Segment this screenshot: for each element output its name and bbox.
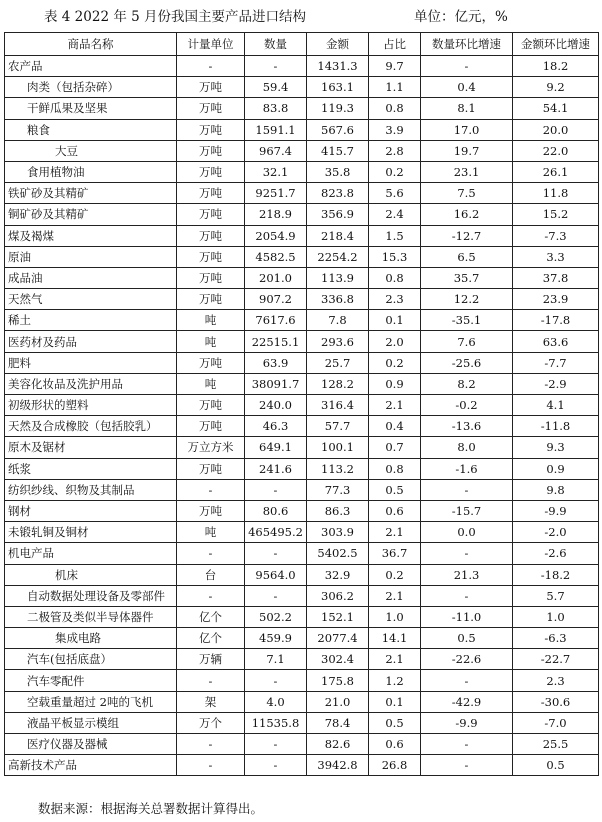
cell-unit: 吨 xyxy=(177,522,245,543)
cell-quantity: 907.2 xyxy=(245,289,307,310)
cell-quantity-growth: - xyxy=(421,585,513,606)
cell-share: 1.2 xyxy=(369,670,421,691)
cell-amount-growth: 63.6 xyxy=(513,331,599,352)
cell-amount-growth: 37.8 xyxy=(513,267,599,288)
cell-product-name: 医药材及药品 xyxy=(5,331,177,352)
cell-product-name: 铁矿砂及其精矿 xyxy=(5,183,177,204)
cell-amount: 119.3 xyxy=(307,98,369,119)
cell-amount: 128.2 xyxy=(307,373,369,394)
cell-quantity: 32.1 xyxy=(245,161,307,182)
cell-quantity-growth: - xyxy=(421,755,513,776)
header-product-name: 商品名称 xyxy=(5,33,177,56)
cell-amount: 302.4 xyxy=(307,649,369,670)
cell-unit: 吨 xyxy=(177,373,245,394)
cell-share: 5.6 xyxy=(369,183,421,204)
cell-amount-growth: 9.8 xyxy=(513,479,599,500)
cell-share: 2.1 xyxy=(369,395,421,416)
cell-amount-growth: -22.7 xyxy=(513,649,599,670)
cell-quantity: 649.1 xyxy=(245,437,307,458)
cell-share: 0.6 xyxy=(369,734,421,755)
cell-unit: 吨 xyxy=(177,310,245,331)
cell-share: 0.2 xyxy=(369,352,421,373)
cell-unit: 万吨 xyxy=(177,416,245,437)
cell-share: 1.1 xyxy=(369,77,421,98)
cell-amount-growth: -30.6 xyxy=(513,691,599,712)
cell-share: 3.9 xyxy=(369,119,421,140)
cell-unit: 万辆 xyxy=(177,649,245,670)
cell-amount: 82.6 xyxy=(307,734,369,755)
cell-quantity-growth: - xyxy=(421,734,513,755)
cell-amount-growth: -11.8 xyxy=(513,416,599,437)
cell-product-name: 肉类（包括杂碎） xyxy=(5,77,177,98)
cell-unit: 亿个 xyxy=(177,606,245,627)
table-row xyxy=(5,479,599,500)
cell-quantity-growth: 12.2 xyxy=(421,289,513,310)
table-row xyxy=(5,267,599,288)
cell-quantity: 46.3 xyxy=(245,416,307,437)
cell-quantity: - xyxy=(245,734,307,755)
cell-amount: 567.6 xyxy=(307,119,369,140)
table-row xyxy=(5,225,599,246)
cell-share: 1.5 xyxy=(369,225,421,246)
cell-quantity-growth: 6.5 xyxy=(421,246,513,267)
cell-amount-growth: 0.5 xyxy=(513,755,599,776)
cell-unit: 万吨 xyxy=(177,225,245,246)
table-row xyxy=(5,585,599,606)
table-title: 表 4 2022 年 5 月份我国主要产品进口结构 xyxy=(44,9,306,25)
table-row xyxy=(5,183,599,204)
cell-unit: - xyxy=(177,543,245,564)
cell-quantity: 4.0 xyxy=(245,691,307,712)
cell-share: 0.2 xyxy=(369,161,421,182)
cell-quantity-growth: - xyxy=(421,56,513,77)
cell-amount: 25.7 xyxy=(307,352,369,373)
cell-unit: 万吨 xyxy=(177,458,245,479)
cell-product-name: 集成电路 xyxy=(5,628,177,649)
cell-amount: 163.1 xyxy=(307,77,369,98)
header-share: 占比 xyxy=(369,33,421,56)
cell-quantity: - xyxy=(245,585,307,606)
table-row xyxy=(5,755,599,776)
table-row xyxy=(5,458,599,479)
table-row xyxy=(5,98,599,119)
cell-quantity: 59.4 xyxy=(245,77,307,98)
table-row xyxy=(5,734,599,755)
cell-quantity: 2054.9 xyxy=(245,225,307,246)
cell-quantity: 9564.0 xyxy=(245,564,307,585)
cell-unit: 万吨 xyxy=(177,395,245,416)
cell-amount: 35.8 xyxy=(307,161,369,182)
cell-quantity: - xyxy=(245,479,307,500)
cell-amount-growth: 0.9 xyxy=(513,458,599,479)
table-row xyxy=(5,161,599,182)
cell-quantity: 9251.7 xyxy=(245,183,307,204)
cell-product-name: 初级形状的塑料 xyxy=(5,395,177,416)
table-row xyxy=(5,331,599,352)
cell-quantity-growth: 35.7 xyxy=(421,267,513,288)
cell-product-name: 高新技术产品 xyxy=(5,755,177,776)
cell-share: 0.8 xyxy=(369,98,421,119)
cell-quantity: 218.9 xyxy=(245,204,307,225)
source-footnote: 数据来源：根据海关总署数据计算得出。 xyxy=(38,801,264,816)
cell-unit: - xyxy=(177,755,245,776)
cell-quantity: - xyxy=(245,670,307,691)
cell-share: 14.1 xyxy=(369,628,421,649)
cell-quantity-growth: -15.7 xyxy=(421,500,513,521)
cell-amount-growth: -6.3 xyxy=(513,628,599,649)
cell-amount: 293.6 xyxy=(307,331,369,352)
cell-unit: 万吨 xyxy=(177,183,245,204)
cell-quantity: 465495.2 xyxy=(245,522,307,543)
cell-amount-growth: -2.0 xyxy=(513,522,599,543)
cell-amount-growth: -9.9 xyxy=(513,500,599,521)
cell-amount: 57.7 xyxy=(307,416,369,437)
cell-unit: 万吨 xyxy=(177,352,245,373)
cell-amount: 21.0 xyxy=(307,691,369,712)
table-row xyxy=(5,416,599,437)
table-title-bar xyxy=(0,6,602,28)
cell-product-name: 液晶平板显示模组 xyxy=(5,712,177,733)
cell-amount: 218.4 xyxy=(307,225,369,246)
cell-quantity: 22515.1 xyxy=(245,331,307,352)
cell-quantity: 967.4 xyxy=(245,140,307,161)
cell-quantity-growth: 7.5 xyxy=(421,183,513,204)
cell-amount: 336.8 xyxy=(307,289,369,310)
cell-quantity-growth: 0.5 xyxy=(421,628,513,649)
cell-quantity-growth: 19.7 xyxy=(421,140,513,161)
cell-quantity-growth: 8.1 xyxy=(421,98,513,119)
table-row xyxy=(5,289,599,310)
table-row xyxy=(5,670,599,691)
cell-unit: 万吨 xyxy=(177,204,245,225)
cell-product-name: 肥料 xyxy=(5,352,177,373)
cell-quantity: 11535.8 xyxy=(245,712,307,733)
cell-quantity: - xyxy=(245,56,307,77)
header-unit: 计量单位 xyxy=(177,33,245,56)
cell-quantity: 63.9 xyxy=(245,352,307,373)
cell-amount: 32.9 xyxy=(307,564,369,585)
cell-amount-growth: -2.6 xyxy=(513,543,599,564)
cell-amount-growth: 1.0 xyxy=(513,606,599,627)
cell-quantity-growth: 23.1 xyxy=(421,161,513,182)
cell-share: 1.0 xyxy=(369,606,421,627)
cell-share: 0.1 xyxy=(369,691,421,712)
cell-unit: - xyxy=(177,670,245,691)
cell-amount-growth: 9.2 xyxy=(513,77,599,98)
cell-amount-growth: -7.7 xyxy=(513,352,599,373)
cell-amount: 175.8 xyxy=(307,670,369,691)
cell-quantity: 459.9 xyxy=(245,628,307,649)
cell-unit: 吨 xyxy=(177,331,245,352)
cell-amount-growth: 23.9 xyxy=(513,289,599,310)
cell-product-name: 纺织纱线、织物及其制品 xyxy=(5,479,177,500)
cell-amount: 2077.4 xyxy=(307,628,369,649)
cell-share: 2.1 xyxy=(369,585,421,606)
cell-amount-growth: 4.1 xyxy=(513,395,599,416)
cell-share: 9.7 xyxy=(369,56,421,77)
cell-share: 2.3 xyxy=(369,289,421,310)
cell-share: 2.0 xyxy=(369,331,421,352)
cell-amount-growth: -7.0 xyxy=(513,712,599,733)
cell-amount: 356.9 xyxy=(307,204,369,225)
cell-quantity-growth: -25.6 xyxy=(421,352,513,373)
table-row xyxy=(5,564,599,585)
cell-amount-growth: 22.0 xyxy=(513,140,599,161)
table-row xyxy=(5,56,599,77)
cell-quantity-growth: -1.6 xyxy=(421,458,513,479)
header-quantity: 数量 xyxy=(245,33,307,56)
header-quantity-growth: 数量环比增速 xyxy=(421,33,513,56)
cell-amount: 152.1 xyxy=(307,606,369,627)
cell-amount-growth: 15.2 xyxy=(513,204,599,225)
cell-product-name: 农产品 xyxy=(5,56,177,77)
cell-unit: 台 xyxy=(177,564,245,585)
cell-share: 0.1 xyxy=(369,310,421,331)
cell-amount-growth: 20.0 xyxy=(513,119,599,140)
cell-quantity-growth: -12.7 xyxy=(421,225,513,246)
cell-quantity-growth: 17.0 xyxy=(421,119,513,140)
cell-product-name: 铜矿砂及其精矿 xyxy=(5,204,177,225)
cell-quantity: 502.2 xyxy=(245,606,307,627)
cell-quantity: - xyxy=(245,543,307,564)
cell-amount: 303.9 xyxy=(307,522,369,543)
cell-share: 2.8 xyxy=(369,140,421,161)
cell-share: 0.7 xyxy=(369,437,421,458)
cell-unit: 万吨 xyxy=(177,246,245,267)
table-row xyxy=(5,691,599,712)
table-row xyxy=(5,310,599,331)
cell-product-name: 食用植物油 xyxy=(5,161,177,182)
table-row xyxy=(5,246,599,267)
cell-share: 36.7 xyxy=(369,543,421,564)
cell-unit: - xyxy=(177,479,245,500)
table-row xyxy=(5,373,599,394)
cell-amount-growth: -18.2 xyxy=(513,564,599,585)
header-amount: 金额 xyxy=(307,33,369,56)
cell-product-name: 未锻轧铜及铜材 xyxy=(5,522,177,543)
cell-product-name: 大豆 xyxy=(5,140,177,161)
table-row xyxy=(5,543,599,564)
cell-product-name: 天然及合成橡胶（包括胶乳） xyxy=(5,416,177,437)
table-row xyxy=(5,649,599,670)
cell-quantity-growth: 16.2 xyxy=(421,204,513,225)
table-row xyxy=(5,437,599,458)
cell-unit: 亿个 xyxy=(177,628,245,649)
cell-quantity: 1591.1 xyxy=(245,119,307,140)
cell-product-name: 二极管及类似半导体器件 xyxy=(5,606,177,627)
cell-share: 0.8 xyxy=(369,267,421,288)
cell-quantity-growth: -9.9 xyxy=(421,712,513,733)
cell-amount-growth: 11.8 xyxy=(513,183,599,204)
cell-share: 2.1 xyxy=(369,649,421,670)
table-row xyxy=(5,77,599,98)
cell-product-name: 原木及锯材 xyxy=(5,437,177,458)
cell-quantity-growth: 0.4 xyxy=(421,77,513,98)
cell-amount-growth: 26.1 xyxy=(513,161,599,182)
cell-unit: 万个 xyxy=(177,712,245,733)
cell-product-name: 机电产品 xyxy=(5,543,177,564)
cell-quantity-growth: 0.0 xyxy=(421,522,513,543)
cell-product-name: 空载重量超过 2吨的飞机 xyxy=(5,691,177,712)
cell-quantity-growth: 21.3 xyxy=(421,564,513,585)
cell-share: 15.3 xyxy=(369,246,421,267)
table-row xyxy=(5,712,599,733)
cell-amount: 7.8 xyxy=(307,310,369,331)
cell-unit: - xyxy=(177,734,245,755)
cell-amount: 316.4 xyxy=(307,395,369,416)
cell-quantity-growth: 8.0 xyxy=(421,437,513,458)
cell-share: 0.5 xyxy=(369,712,421,733)
cell-unit: - xyxy=(177,56,245,77)
cell-quantity-growth: - xyxy=(421,543,513,564)
cell-unit: 万吨 xyxy=(177,98,245,119)
cell-product-name: 粮食 xyxy=(5,119,177,140)
table-row xyxy=(5,606,599,627)
cell-share: 0.8 xyxy=(369,458,421,479)
cell-unit: 万吨 xyxy=(177,77,245,98)
table-row xyxy=(5,628,599,649)
cell-amount-growth: -7.3 xyxy=(513,225,599,246)
cell-unit: 万吨 xyxy=(177,119,245,140)
cell-unit: 架 xyxy=(177,691,245,712)
cell-quantity-growth: 7.6 xyxy=(421,331,513,352)
cell-product-name: 天然气 xyxy=(5,289,177,310)
cell-quantity-growth: -13.6 xyxy=(421,416,513,437)
cell-quantity: 4582.5 xyxy=(245,246,307,267)
cell-quantity: 83.8 xyxy=(245,98,307,119)
cell-amount: 823.8 xyxy=(307,183,369,204)
cell-quantity-growth: 8.2 xyxy=(421,373,513,394)
cell-share: 0.2 xyxy=(369,564,421,585)
import-structure-table xyxy=(4,32,599,776)
cell-quantity-growth: -35.1 xyxy=(421,310,513,331)
cell-share: 0.4 xyxy=(369,416,421,437)
cell-quantity-growth: -0.2 xyxy=(421,395,513,416)
cell-share: 0.9 xyxy=(369,373,421,394)
cell-amount: 415.7 xyxy=(307,140,369,161)
cell-unit: 万吨 xyxy=(177,500,245,521)
cell-quantity-growth: -11.0 xyxy=(421,606,513,627)
cell-product-name: 自动数据处理设备及零部件 xyxy=(5,585,177,606)
cell-unit: 万立方米 xyxy=(177,437,245,458)
cell-quantity: 240.0 xyxy=(245,395,307,416)
cell-product-name: 汽车(包括底盘） xyxy=(5,649,177,670)
cell-share: 2.4 xyxy=(369,204,421,225)
cell-product-name: 医疗仪器及器械 xyxy=(5,734,177,755)
cell-amount: 306.2 xyxy=(307,585,369,606)
header-amount-growth: 金额环比增速 xyxy=(513,33,599,56)
cell-product-name: 干鲜瓜果及坚果 xyxy=(5,98,177,119)
table-row xyxy=(5,500,599,521)
unit-label: 单位：亿元，% xyxy=(414,9,508,25)
cell-quantity: 80.6 xyxy=(245,500,307,521)
cell-share: 26.8 xyxy=(369,755,421,776)
cell-amount: 5402.5 xyxy=(307,543,369,564)
cell-amount-growth: -17.8 xyxy=(513,310,599,331)
cell-product-name: 美容化妆品及洗护用品 xyxy=(5,373,177,394)
cell-product-name: 稀土 xyxy=(5,310,177,331)
cell-share: 0.5 xyxy=(369,479,421,500)
cell-share: 2.1 xyxy=(369,522,421,543)
cell-product-name: 汽车零配件 xyxy=(5,670,177,691)
cell-quantity: - xyxy=(245,755,307,776)
cell-amount: 2254.2 xyxy=(307,246,369,267)
cell-share: 0.6 xyxy=(369,500,421,521)
cell-product-name: 纸浆 xyxy=(5,458,177,479)
cell-amount-growth: 18.2 xyxy=(513,56,599,77)
cell-product-name: 成品油 xyxy=(5,267,177,288)
cell-quantity: 201.0 xyxy=(245,267,307,288)
cell-quantity: 38091.7 xyxy=(245,373,307,394)
cell-quantity: 7.1 xyxy=(245,649,307,670)
cell-amount-growth: 3.3 xyxy=(513,246,599,267)
cell-quantity-growth: - xyxy=(421,670,513,691)
cell-amount: 78.4 xyxy=(307,712,369,733)
table-row xyxy=(5,119,599,140)
cell-amount-growth: 25.5 xyxy=(513,734,599,755)
header-row xyxy=(5,33,599,56)
cell-quantity: 7617.6 xyxy=(245,310,307,331)
cell-amount: 77.3 xyxy=(307,479,369,500)
cell-unit: 万吨 xyxy=(177,267,245,288)
table-row xyxy=(5,140,599,161)
cell-quantity-growth: -22.6 xyxy=(421,649,513,670)
cell-unit: 万吨 xyxy=(177,140,245,161)
cell-amount: 1431.3 xyxy=(307,56,369,77)
table-row xyxy=(5,522,599,543)
table-body xyxy=(5,56,599,776)
cell-amount: 86.3 xyxy=(307,500,369,521)
cell-amount-growth: 2.3 xyxy=(513,670,599,691)
cell-product-name: 钢材 xyxy=(5,500,177,521)
table-row xyxy=(5,352,599,373)
cell-unit: - xyxy=(177,585,245,606)
cell-quantity-growth: -42.9 xyxy=(421,691,513,712)
cell-product-name: 原油 xyxy=(5,246,177,267)
cell-product-name: 机床 xyxy=(5,564,177,585)
cell-amount: 113.2 xyxy=(307,458,369,479)
cell-amount-growth: -2.9 xyxy=(513,373,599,394)
cell-amount: 100.1 xyxy=(307,437,369,458)
cell-unit: 万吨 xyxy=(177,161,245,182)
cell-amount-growth: 9.3 xyxy=(513,437,599,458)
cell-product-name: 煤及褐煤 xyxy=(5,225,177,246)
cell-unit: 万吨 xyxy=(177,289,245,310)
cell-amount: 3942.8 xyxy=(307,755,369,776)
cell-amount-growth: 5.7 xyxy=(513,585,599,606)
cell-quantity-growth: - xyxy=(421,479,513,500)
table-row xyxy=(5,204,599,225)
cell-amount-growth: 54.1 xyxy=(513,98,599,119)
cell-quantity: 241.6 xyxy=(245,458,307,479)
cell-amount: 113.9 xyxy=(307,267,369,288)
table-row xyxy=(5,395,599,416)
